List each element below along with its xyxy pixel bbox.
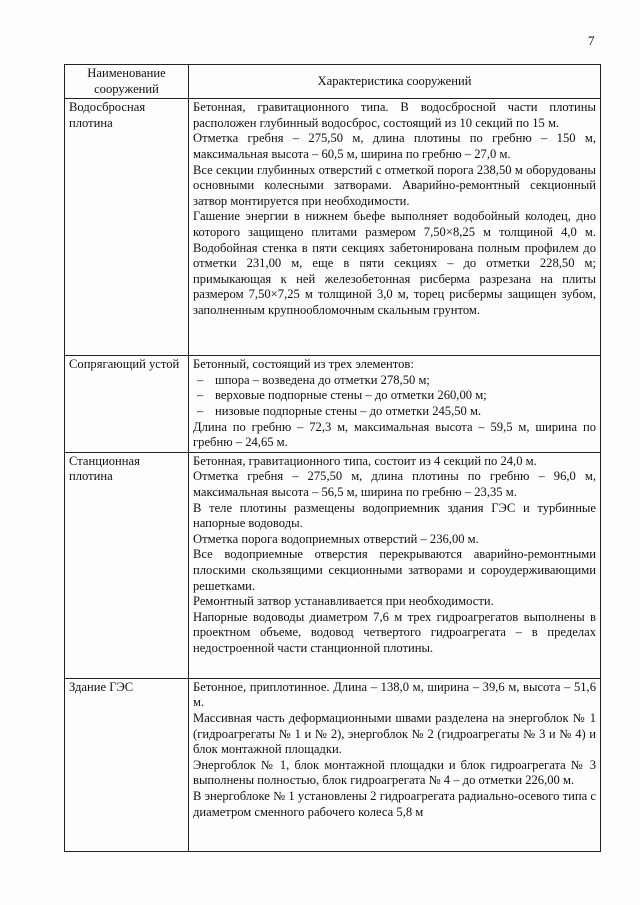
- bullet-text: верховые подпорные стены – до отметки 260,00 м;: [215, 388, 487, 403]
- table-row: [65, 356, 601, 453]
- header-structure-name: Наименование сооружений: [65, 65, 189, 99]
- table-row: [65, 99, 601, 356]
- bullet-item: [193, 373, 596, 389]
- description-paragraph: Бетонная, гравитационного типа, состоит из 4 секций по 24,0 м.: [193, 453, 537, 468]
- header-structure-characteristics: Характеристика сооружений: [189, 65, 601, 99]
- description-paragraph: Отметка гребня – 275,50 м, длина плотины по гребню – 96,0 м, максимальная высота – 56,5 м, ширина по гребню – 23,35 м.: [193, 469, 596, 499]
- bullet-text: шпора – возведена до отметки 278,50 м;: [215, 372, 430, 387]
- row-name: Здание ГЭС: [65, 678, 189, 851]
- description-paragraph: Все секции глубинных отверстий с отметкой порога 238,50 м оборудованы основными колесными затворами. Аварийно-ремонтный секционный затвор монтируется при необходимости.: [193, 162, 596, 208]
- bullet-item: [193, 388, 596, 404]
- row-description: [189, 99, 601, 356]
- dash-bullet-icon: –: [197, 388, 204, 403]
- description-paragraph: Гашение энергии в нижнем бьефе выполняет водобойный колодец, дно которого защищено плитами размером 7,50×8,25 м толщиной 4,0 м. Водобойная стенка в пяти секциях забетонирована полным профилем до отметки 231,00 м, еще в пяти секциях – до отметки 228,50 м; примыкающая к ней железобетонная рисберма разрезана на плиты размером 7,50×7,25 м толщиной 3,0 м, торец рисбермы защищен зубом, заполненным крупнообломочным скальным грунтом.: [193, 209, 596, 317]
- description-paragraph: Отметка порога водоприемных отверстий – 236,00 м.: [193, 531, 479, 546]
- description-paragraph: Отметка гребня – 275,50 м, длина плотины по гребню – 150 м, максимальная высота – 60,5 м, ширина по гребню – 27,0 м.: [193, 131, 596, 161]
- table-row: [65, 678, 601, 851]
- structures-table: [64, 64, 601, 852]
- table-header-row: [65, 65, 601, 99]
- row-name: Станционная плотина: [65, 452, 189, 678]
- row-name: Сопрягающий устой: [65, 356, 189, 453]
- page-number: 7: [588, 33, 595, 48]
- dash-bullet-icon: –: [197, 403, 204, 418]
- description-paragraph: В энергоблоке № 1 установлены 2 гидроагрегата радиально-осевого типа с диаметром сменного рабочего колеса 5,8 м: [193, 788, 596, 819]
- description-paragraph: В теле плотины размещены водоприемник здания ГЭС и турбинные напорные водоводы.: [193, 500, 596, 531]
- row-description: [189, 356, 601, 453]
- bullet-item: [193, 404, 596, 420]
- description-paragraph: Напорные водоводы диаметром 7,6 м трех гидроагрегатов выполнены в проектном объеме, водовод четвертого гидроагрегата – в пределах недостроенной части станционной плотины.: [193, 609, 596, 655]
- row-name: Водосбросная плотина: [65, 99, 189, 356]
- table-row: [65, 452, 601, 678]
- description-paragraph: Все водоприемные отверстия перекрываются аварийно-ремонтными плоскими скользящими секционными затворами и сороудерживающими решетками.: [193, 547, 596, 593]
- row-description: [189, 678, 601, 851]
- row-description: [189, 452, 601, 678]
- dash-bullet-icon: –: [197, 372, 204, 387]
- bullet-text: низовые подпорные стены – до отметки 245,50 м.: [215, 403, 482, 418]
- description-paragraph: Бетонная, гравитационного типа. В водосбросной части плотины расположен глубинный водосброс, состоящий из 10 секций по 15 м.: [193, 100, 596, 130]
- description-paragraph: Длина по гребню – 72,3 м, максимальная высота – 59,5 м, ширина по гребню – 24,65 м.: [193, 419, 596, 450]
- description-paragraph: Энергоблок № 1, блок монтажной площадки и блок гидроагрегата № 3 выполнены полностью, блок гидроагрегата № 4 – до отметки 226,00 м.: [193, 757, 596, 788]
- description-paragraph: Бетонное, приплотинное. Длина – 138,0 м, ширина – 39,6 м, высота – 51,6 м.: [193, 679, 596, 710]
- description-paragraph: Массивная часть деформационными швами разделена на энергоблок № 1 (гидроагрегаты № 1 и № 2), энергоблок № 2 (гидроагрегаты № 3 и № 4) и блок монтажной площадки.: [193, 710, 596, 757]
- description-paragraph: Бетонный, состоящий из трех элементов:: [193, 357, 414, 372]
- description-paragraph: Ремонтный затвор устанавливается при необходимости.: [193, 594, 494, 609]
